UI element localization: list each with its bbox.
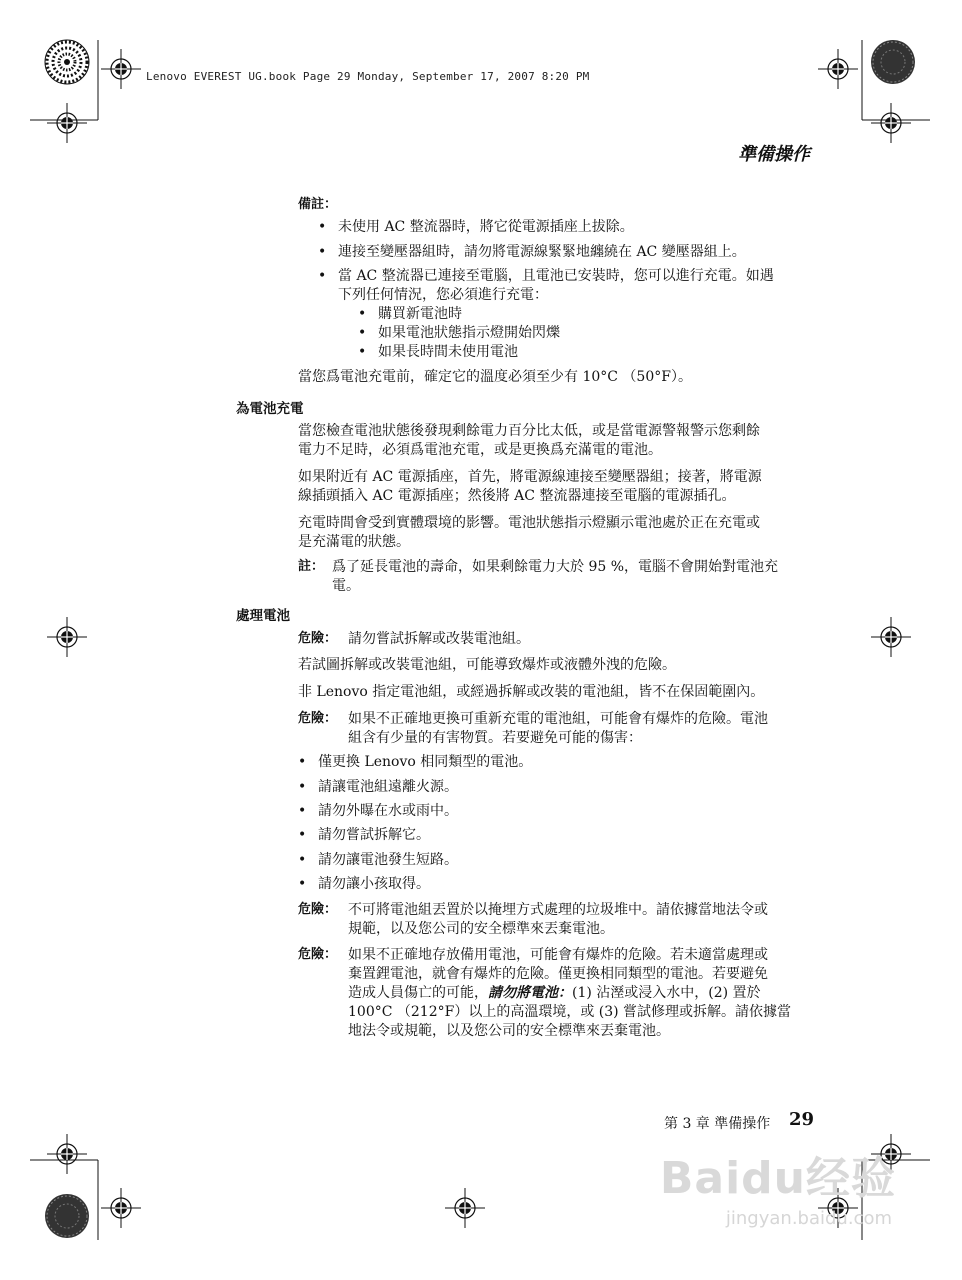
danger-text-segment: 造成人員傷亡的可能， xyxy=(348,985,488,1001)
paragraph-line: 是充滿電的狀態。 xyxy=(298,534,410,550)
danger-text-continuation xyxy=(348,983,761,1003)
bullet-text: 請勿嘗試拆解它。 xyxy=(318,827,430,843)
page-number: 29 xyxy=(789,1109,815,1130)
danger-text: 不可將電池組丟置於以掩埋方式處理的垃圾堆中。請依據當地法令或 xyxy=(348,902,768,918)
danger-text-continuation: 地法令或規範，以及您公司的安全標準來丟棄電池。 xyxy=(348,1023,670,1039)
danger-text-continuation: 100°C （212°F）以上的高溫環境，或 (3) 嘗試修理或拆解。請依據當 xyxy=(348,1004,792,1020)
paragraph-line: 充電時間會受到實體環境的影響。電池狀態指示燈顯示電池處於正在充電或 xyxy=(298,515,760,531)
bullet-icon: • xyxy=(318,268,327,284)
list-item xyxy=(318,217,634,237)
list-item xyxy=(318,266,774,286)
list-item xyxy=(298,752,533,772)
list-item xyxy=(298,777,458,797)
danger-text-segment: (1) 沾溼或浸入水中，(2) 置於 xyxy=(572,985,761,1001)
danger-emphasis: 請勿將電池： xyxy=(488,985,572,1001)
bullet-text: 連接至變壓器組時，請勿將電源線緊緊地纏繞在 AC 變壓器組上。 xyxy=(338,244,746,260)
danger-text: 如果不正確地存放備用電池，可能會有爆炸的危險。若未適當處理或 xyxy=(348,947,768,963)
sub-list-item xyxy=(358,342,518,362)
bullet-text: 請勿讓電池發生短路。 xyxy=(318,852,458,868)
bullet-text: 僅更換 Lenovo 相同類型的電池。 xyxy=(318,754,533,770)
sub-list-item xyxy=(358,304,462,324)
bullet-icon: • xyxy=(358,344,367,360)
running-head: 準備操作 xyxy=(738,144,810,165)
bullet-text: 未使用 AC 整流器時，將它從電源插座上拔除。 xyxy=(338,219,634,235)
note-text-continuation: 電。 xyxy=(332,578,360,594)
bullet-text: 請讓電池組遠離火源。 xyxy=(318,779,458,795)
note-label: 註： xyxy=(298,559,325,574)
bullet-icon: • xyxy=(318,244,327,260)
bullet-text: 如果電池狀態指示燈開始閃爍 xyxy=(378,325,560,341)
paragraph-line: 當您檢查電池狀態後發現剩餘電力百分比太低，或是當電源警報警示您剩餘 xyxy=(298,423,760,439)
list-item xyxy=(318,242,746,262)
bullet-icon: • xyxy=(358,306,367,322)
page-slug: Lenovo EVEREST UG.book Page 29 Monday, September 17, 2007 8:20 PM xyxy=(146,70,590,83)
danger-text-continuation: 組含有少量的有害物質。若要避免可能的傷害： xyxy=(348,730,642,746)
bullet-icon: • xyxy=(298,852,307,868)
baidu-watermark-logo: Baidu经验 xyxy=(659,1153,896,1204)
bullet-text: 請勿外曝在水或雨中。 xyxy=(318,803,458,819)
temperature-note: 當您爲電池充電前，確定它的溫度必須至少有 10°C （50°F）。 xyxy=(298,369,692,385)
bullet-text: 如果長時間未使用電池 xyxy=(378,344,518,360)
baidu-watermark-url: jingyan.baidu.com xyxy=(725,1208,892,1229)
bullet-icon: • xyxy=(298,827,307,843)
section-heading-handle: 處理電池 xyxy=(236,608,290,624)
list-item xyxy=(298,801,458,821)
bullet-icon: • xyxy=(358,325,367,341)
notes-label: 備註： xyxy=(298,197,338,212)
note-text: 爲了延長電池的壽命，如果剩餘電力大於 95 %，電腦不會開始對電池充 xyxy=(332,559,779,575)
danger-label: 危險： xyxy=(298,902,338,917)
bullet-icon: • xyxy=(298,803,307,819)
danger-label: 危險： xyxy=(298,631,338,646)
bullet-text: 當 AC 整流器已連接至電腦，且電池已安裝時，您可以進行充電。如遇 xyxy=(338,268,774,284)
paragraph: 若試圖拆解或改裝電池組，可能導致爆炸或液體外洩的危險。 xyxy=(298,657,676,673)
footer-chapter: 第 3 章 準備操作 xyxy=(664,1116,771,1132)
list-item xyxy=(298,825,430,845)
section-heading-charge: 為電池充電 xyxy=(236,401,304,417)
danger-label: 危險： xyxy=(298,947,338,962)
bullet-icon: • xyxy=(318,219,327,235)
bullet-icon: • xyxy=(298,876,307,892)
bullet-icon: • xyxy=(298,779,307,795)
paragraph-line: 如果附近有 AC 電源插座，首先，將電源線連接至變壓器組；接著，將電源 xyxy=(298,469,762,485)
bullet-icon: • xyxy=(298,754,307,770)
danger-text-continuation: 棄置鋰電池，就會有爆炸的危險。僅更換相同類型的電池。若要避免 xyxy=(348,966,768,982)
danger-label: 危險： xyxy=(298,711,338,726)
danger-text-continuation: 規範，以及您公司的安全標準來丟棄電池。 xyxy=(348,921,614,937)
paragraph-line: 線插頭插入 AC 電源插座；然後將 AC 整流器連接至電腦的電源插孔。 xyxy=(298,488,736,504)
paragraph: 非 Lenovo 指定電池組，或經過拆解或改裝的電池組，皆不在保固範圍內。 xyxy=(298,684,765,700)
list-item xyxy=(298,874,430,894)
bullet-text: 請勿讓小孩取得。 xyxy=(318,876,430,892)
bullet-text: 購買新電池時 xyxy=(378,306,462,322)
sub-list-item xyxy=(358,323,560,343)
danger-text: 請勿嘗試拆解或改裝電池組。 xyxy=(348,631,530,647)
bullet-text-continuation: 下列任何情況，您必須進行充電： xyxy=(338,287,548,303)
paragraph-line: 電力不足時，必須爲電池充電，或是更換爲充滿電的電池。 xyxy=(298,442,662,458)
list-item xyxy=(298,850,458,870)
danger-text: 如果不正確地更換可重新充電的電池組，可能會有爆炸的危險。電池 xyxy=(348,711,768,727)
